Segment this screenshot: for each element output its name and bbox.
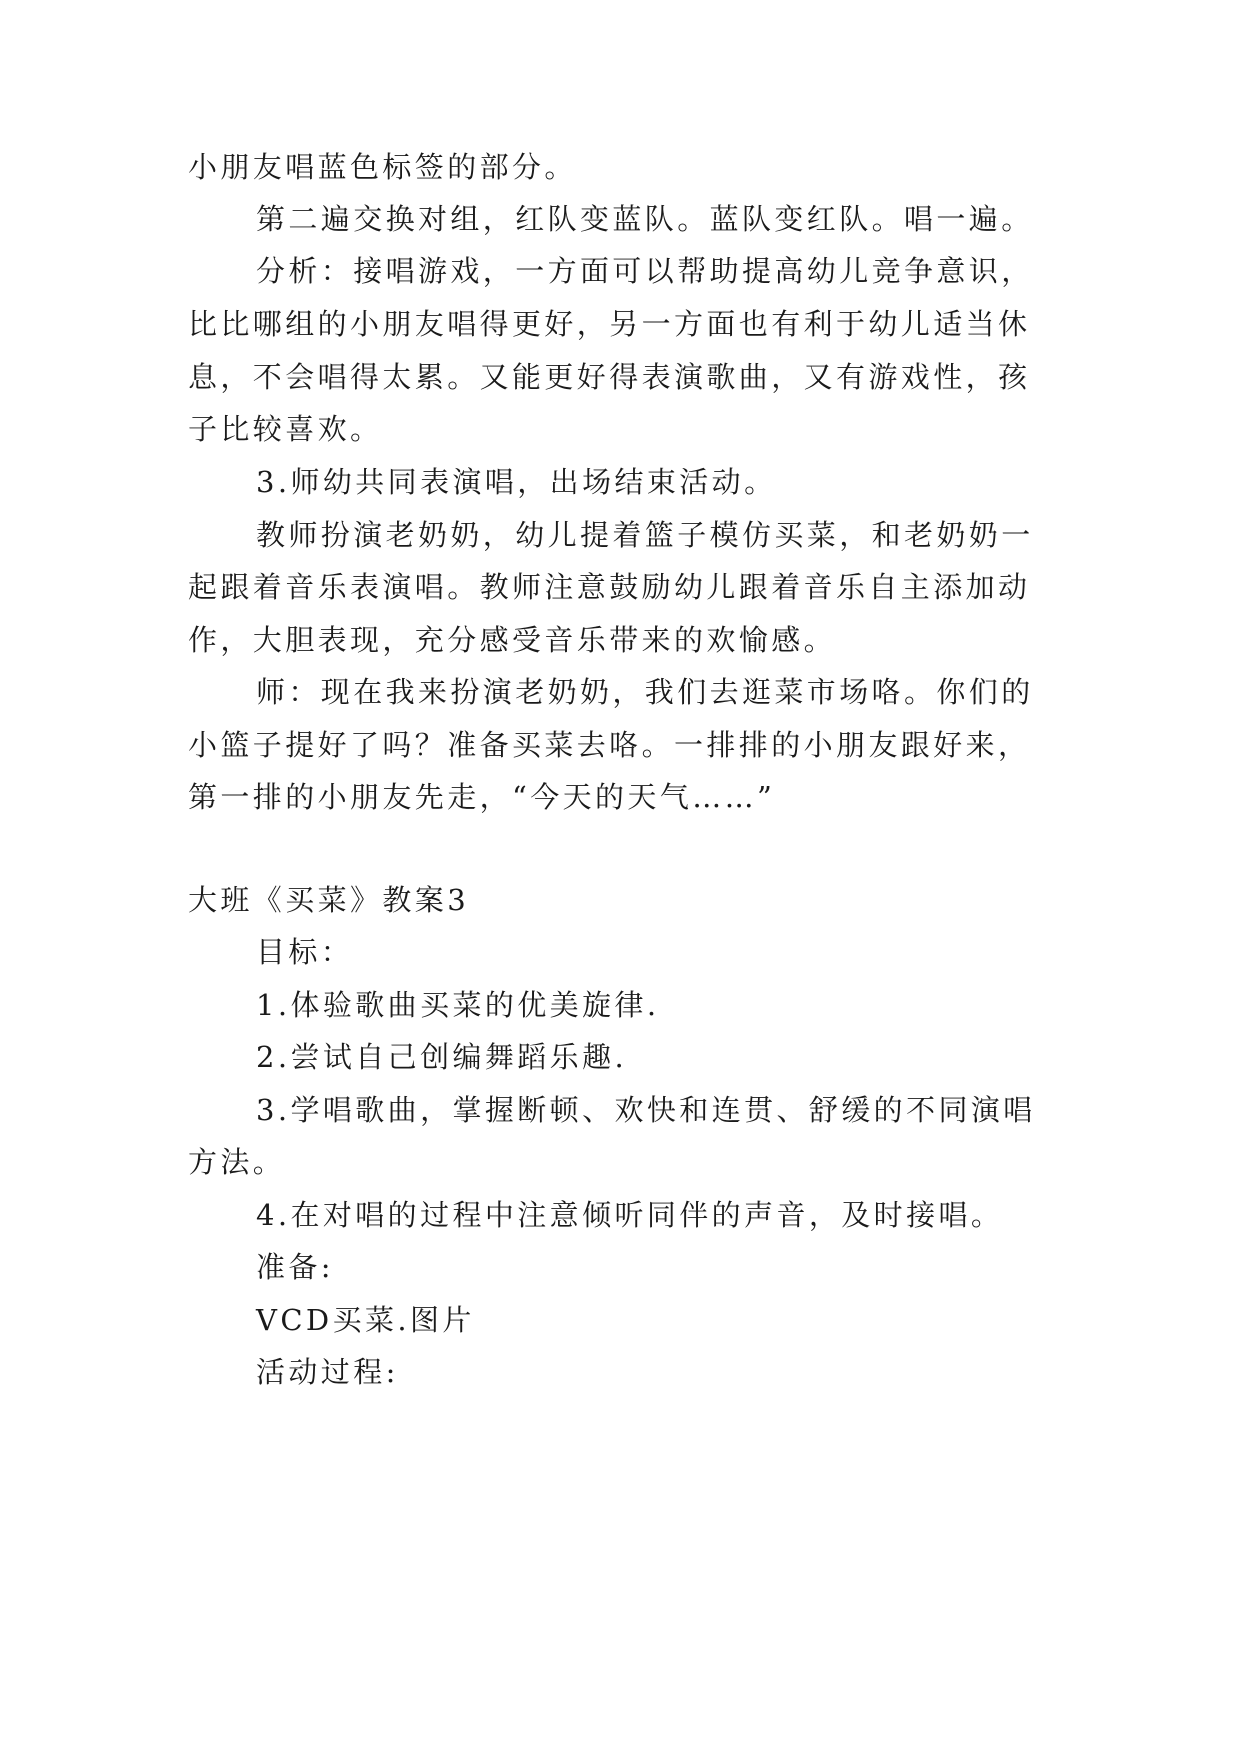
text-line: 分析：接唱游戏，一方面可以帮助提高幼儿竞争意识， [256,254,1034,288]
text-line: 起跟着音乐表演唱。教师注意鼓励幼儿跟着音乐自主添加动 [188,570,1031,604]
text-line: 作，大胆表现，充分感受音乐带来的欢愉感。 [188,623,837,657]
text-line: 息，不会唱得太累。又能更好得表演歌曲，又有游戏性，孩 [188,360,1031,394]
text-line: VCD买菜.图片 [256,1303,475,1337]
text-line: 子比较喜欢。 [188,412,383,446]
text-line: 师：现在我来扮演老奶奶，我们去逛菜市场咯。你们的 [256,675,1034,709]
text-line: 准备: [256,1250,334,1284]
text-line: 1.体验歌曲买菜的优美旋律. [256,988,660,1022]
text-line: 4.在对唱的过程中注意倾听同伴的声音，及时接唱。 [256,1198,1004,1232]
text-line: 第二遍交换对组，红队变蓝队。蓝队变红队。唱一遍。 [256,202,1034,236]
section-title: 大班《买菜》教案3 [188,883,470,917]
text-line: 3.师幼共同表演唱，出场结束活动。 [256,465,777,499]
text-line: 小篮子提好了吗？准备买菜去咯。一排排的小朋友跟好来， [188,728,1031,762]
text-line: 小朋友唱蓝色标签的部分。 [188,150,577,184]
text-line: 目标： [256,935,354,969]
text-line: 比比哪组的小朋友唱得更好，另一方面也有利于幼儿适当休 [188,307,1031,341]
text-line: 教师扮演老奶奶，幼儿提着篮子模仿买菜，和老奶奶一 [256,518,1034,552]
text-line: 活动过程: [256,1355,399,1389]
text-line: 方法。 [188,1145,286,1179]
text-line: 2.尝试自己创编舞蹈乐趣. [256,1040,628,1074]
text-line: 第一排的小朋友先走，“今天的天气……” [188,780,776,814]
text-line: 3.学唱歌曲，掌握断顿、欢快和连贯、舒缓的不同演唱 [256,1093,1036,1127]
